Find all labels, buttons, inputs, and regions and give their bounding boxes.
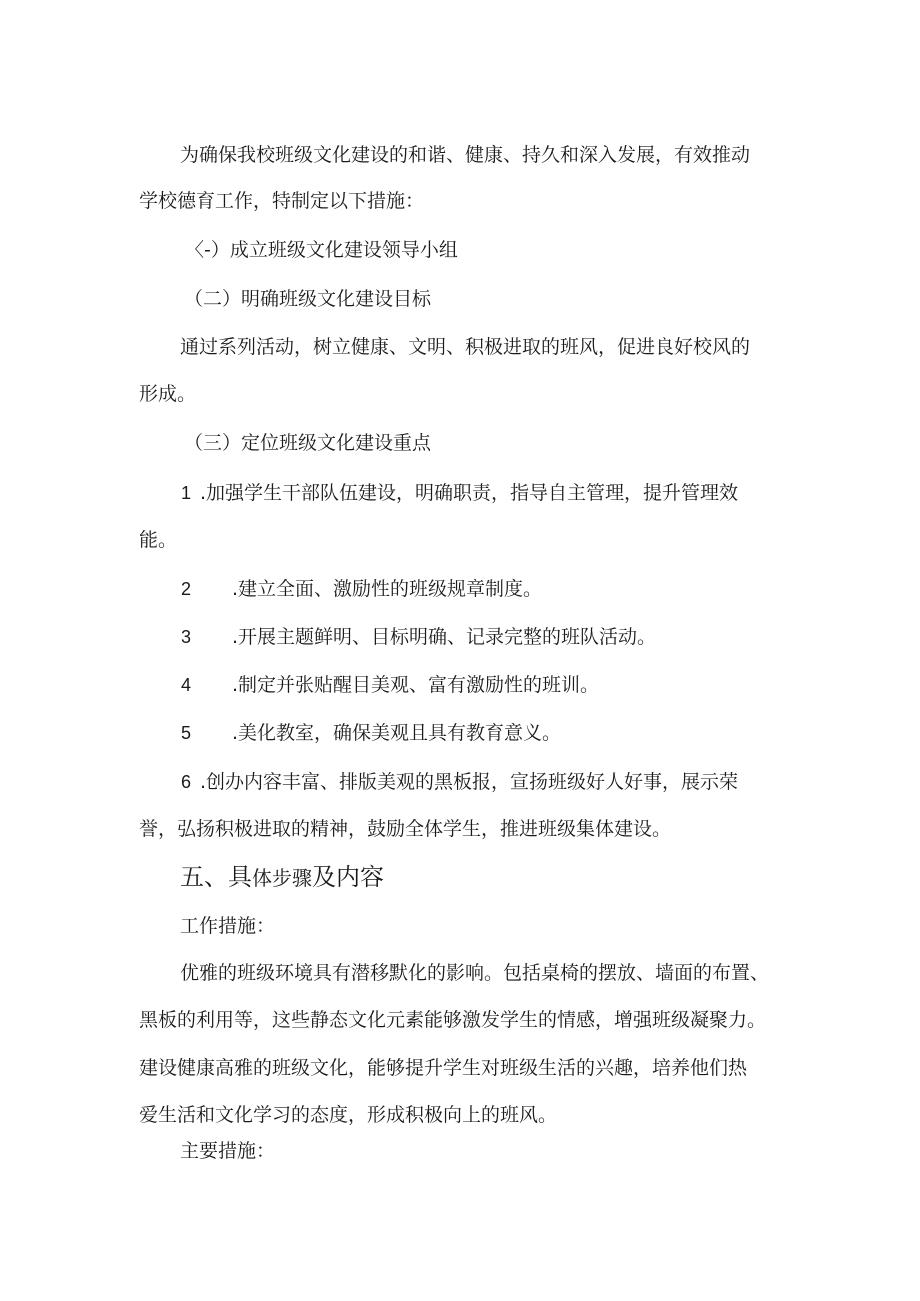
item-3-line-1: .开展主题鲜明、目标明确、记录完整的班队活动。 (232, 626, 657, 648)
item-5-number: 5 (181, 723, 192, 743)
item-6-line-2: 誉，弘扬积极进取的精神，鼓励全体学生，推进班级集体建设。 (139, 818, 672, 840)
section-5-heading-b: 体步骤 (252, 866, 312, 890)
section-5-heading (180, 862, 384, 893)
intro-line-1: 为确保我校班级文化建设的和谐、健康、持久和深入发展，有效推动 (180, 144, 751, 166)
para-line-2: 黑板的利用等，这些静态文化元素能够激发学生的情感，增强班级凝聚力。 (139, 1009, 767, 1031)
section-2-heading: （二）明确班级文化建设目标 (184, 288, 432, 310)
para-line-1: 优雅的班级环境具有潜移默化的影响。包括桌椅的摆放、墙面的布置、 (180, 962, 770, 984)
item-2-number: 2 (181, 579, 192, 599)
section-5-heading-a: 五、具 (180, 863, 252, 891)
section-1-heading: 〈-）成立班级文化建设领导小组 (185, 239, 458, 261)
item-2-line-1: .建立全面、激励性的班级规章制度。 (232, 578, 543, 600)
item-4-line-1: .制定并张贴醒目美观、富有激励性的班训。 (232, 674, 600, 696)
item-1-number: 1 (181, 483, 192, 503)
para-line-4: 爱生活和文化学习的态度，形成积极向上的班风。 (139, 1104, 558, 1126)
para-line-3: 建设健康高雅的班级文化，能够提升学生对班级生活的兴趣，培养他们热 (139, 1057, 748, 1079)
item-4-number: 4 (181, 675, 192, 695)
item-6-number: 6 (181, 772, 192, 792)
section-3-heading: （三）定位班级文化建设重点 (184, 432, 432, 454)
goal-line-2: 形成。 (139, 383, 197, 405)
item-6-line-1: .创办内容丰富、排版美观的黑板报，宣扬班级好人好事，展示荣 (200, 771, 739, 793)
work-measures-label: 工作措施： (180, 915, 276, 937)
section-5-heading-c: 及内容 (312, 863, 384, 891)
item-1-line-2: 能。 (139, 529, 178, 551)
item-1-line-1: .加强学生干部队伍建设，明确职责，指导自主管理，提升管理效 (200, 482, 739, 504)
main-measures-label: 主要措施： (180, 1140, 276, 1162)
intro-line-2: 学校德育工作，特制定以下措施： (139, 190, 425, 212)
item-3-number: 3 (181, 627, 192, 647)
item-5-line-1: .美化教室，确保美观且具有教育意义。 (232, 722, 562, 744)
goal-line-1: 通过系列活动，树立健康、文明、积极进取的班风，促进良好校风的 (180, 336, 751, 358)
